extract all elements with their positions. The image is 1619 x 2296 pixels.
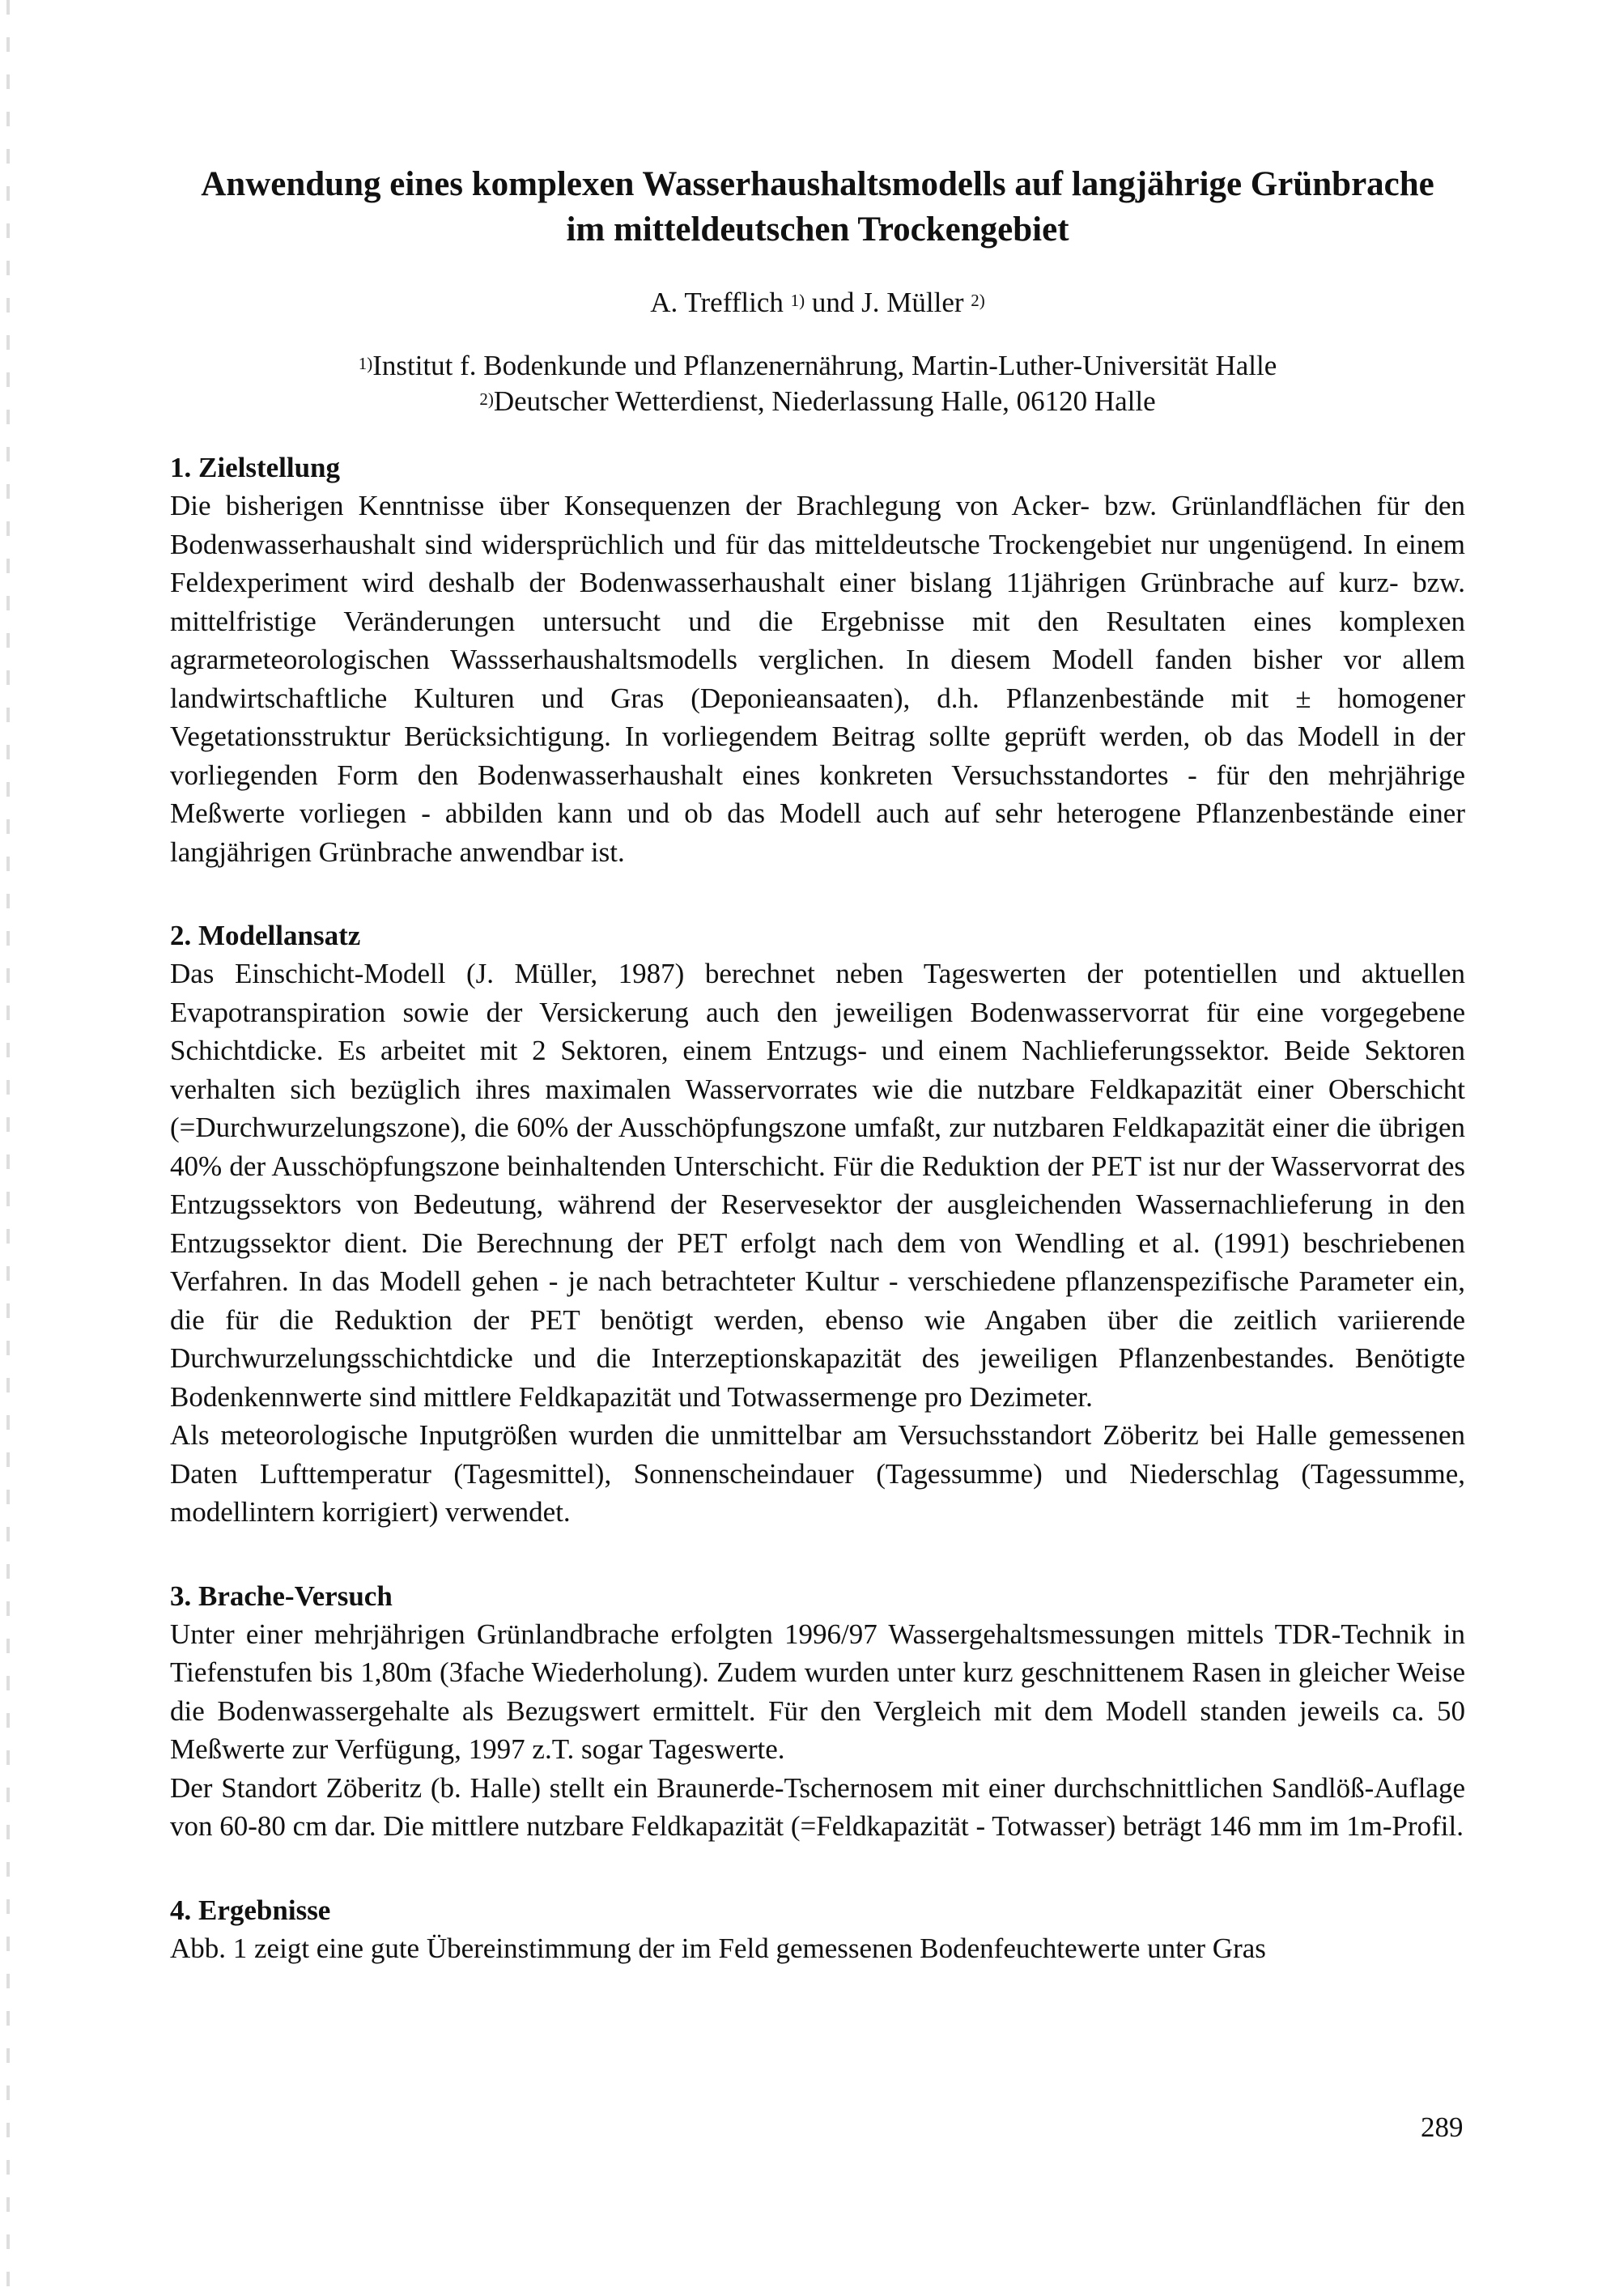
affiliation-text: Deutscher Wetterdienst, Niederlassung Halle, 06120 Halle — [493, 385, 1156, 417]
affiliation-marker: 1) — [790, 290, 805, 310]
section-heading: 4. Ergebnisse — [170, 1894, 331, 1926]
affiliations — [170, 348, 1465, 419]
section-paragraph: Die bisherigen Kenntnisse über Konsequenzen der Brachlegung von Acker- bzw. Grünlandflächen für den Bodenwasserhaushalt sind widersprüchlich und für das mitteldeutsche Trockengebiet nur ungenügend. In einem Feldexperiment wird deshalb der Bodenwasserhaushalt einer bislang 11jährigen Grünbrache auf kurz- bzw. mittelfristige Veränderungen untersucht und die Ergebnisse mit den Resultaten eines komplexen agrarmeteorologischen Wassserhaushaltsmodells verglichen. In diesem Modell fanden bisher vor allem landwirtschaftliche Kulturen und Gras (Deponieansaaten), d.h. Pflanzenbestände mit ± homogener Vegetationsstruktur Berücksichtigung. In vorliegendem Beitrag sollte geprüft werden, ob das Modell in der vorliegenden Form den Bodenwasserhaushalt eines konkreten Versuchsstandortes - für den mehrjährige Meßwerte vorliegen - abbilden kann und ob das Modell auch auf sehr heterogene Pflanzenbestände einer langjährigen Grünbrache anwendbar ist. — [170, 490, 1465, 868]
author-name: J. Müller — [861, 287, 964, 318]
scan-edge-artifact — [6, 0, 10, 2296]
document-page — [170, 162, 1465, 1967]
section-modellansatz — [170, 916, 1465, 1532]
author-joiner: und — [811, 287, 855, 318]
author-name: A. Trefflich — [650, 287, 784, 318]
section-heading: 1. Zielstellung — [170, 452, 341, 483]
page-number: 289 — [1421, 2111, 1464, 2143]
section-heading: 2. Modellansatz — [170, 920, 361, 951]
affiliation-marker: 2) — [971, 290, 985, 310]
author-line — [170, 285, 1465, 321]
section-paragraph: Als meteorologische Inputgrößen wurden die unmittelbar am Versuchsstandort Zöberitz bei Halle gemessenen Daten Lufttemperatur (Tagesmittel), Sonnenscheindauer (Tagessumme) und Niederschlag (Tagessumme, modellintern korrigiert) verwendet. — [170, 1419, 1465, 1528]
paper-title: Anwendung eines komplexen Wasserhaushaltsmodells auf langjährige Grünbrache im mitteldeutschen Trockengebiet — [201, 165, 1434, 249]
affiliation-line — [170, 348, 1465, 384]
section-paragraph: Das Einschicht-Modell (J. Müller, 1987) berechnet neben Tageswerten der potentiellen und aktuellen Evapotranspiration sowie der Versickerung auch den jeweiligen Bodenwasservorrat für eine vorgegebene Schichtdicke. Es arbeitet mit 2 Sektoren, einem Entzugs- und einem Nachlieferungssektor. Beide Sektoren verhalten sich bezüglich ihres maximalen Wasservorrates wie die nutzbare Feldkapazität einer Oberschicht (=Durchwurzelungszone), die 60% der Ausschöpfungszone umfaßt, zur nutzbaren Feldkapazität einer die übrigen 40% der Ausschöpfungszone beinhaltenden Unterschicht. Für die Reduktion der PET ist nur der Wasservorrat des Entzugssektors von Bedeutung, während der Reservesektor der ausgleichenden Wassernachlieferung in den Entzugssektor dient. Die Berechnung der PET erfolgt nach dem von Wendling et al. (1991) beschriebenen Verfahren. In das Modell gehen - je nach betrachteter Kultur - verschiedene pflanzenspezifische Parameter ein, die für die Reduktion der PET benötigt werden, ebenso wie Angaben über die zeitlich variierende Durchwurzelungsschichtdicke und die Interzeptionskapazität des jeweiligen Pflanzenbestandes. Benötigte Bodenkennwerte sind mittlere Feldkapazität und Totwassermenge pro Dezimeter. — [170, 958, 1465, 1413]
section-paragraph: Unter einer mehrjährigen Grünlandbrache erfolgten 1996/97 Wassergehaltsmessungen mittels TDR-Technik in Tiefenstufen bis 1,80m (3fache Wiederholung). Zudem wurden unter kurz geschnittenem Rasen in gleicher Weise die Bodenwassergehalte als Bezugswert ermittelt. Für den Vergleich mit dem Modell standen jeweils ca. 50 Meßwerte zur Verfügung, 1997 z.T. sogar Tageswerte. — [170, 1618, 1465, 1765]
section-zielstellung — [170, 449, 1465, 871]
section-paragraph: Abb. 1 zeigt eine gute Übereinstimmung der im Feld gemessenen Bodenfeuchtewerte unter Gras — [170, 1932, 1266, 1964]
section-ergebnisse — [170, 1891, 1465, 1968]
affiliation-text: Institut f. Bodenkunde und Pflanzenernährung, Martin-Luther-Universität Halle — [372, 350, 1277, 381]
affiliation-marker: 1) — [358, 353, 373, 373]
section-paragraph: Der Standort Zöberitz (b. Halle) stellt ein Braunerde-Tschernosem mit einer durchschnittlichen Sandlöß-Auflage von 60-80 cm dar. Die mittlere nutzbare Feldkapazität (=Feldkapazität - Totwasser) beträgt 146 mm im 1m-Profil. — [170, 1771, 1465, 1842]
affiliation-line — [170, 384, 1465, 419]
section-heading: 3. Brache-Versuch — [170, 1580, 393, 1612]
section-brache-versuch — [170, 1577, 1465, 1846]
affiliation-marker: 2) — [479, 389, 494, 409]
